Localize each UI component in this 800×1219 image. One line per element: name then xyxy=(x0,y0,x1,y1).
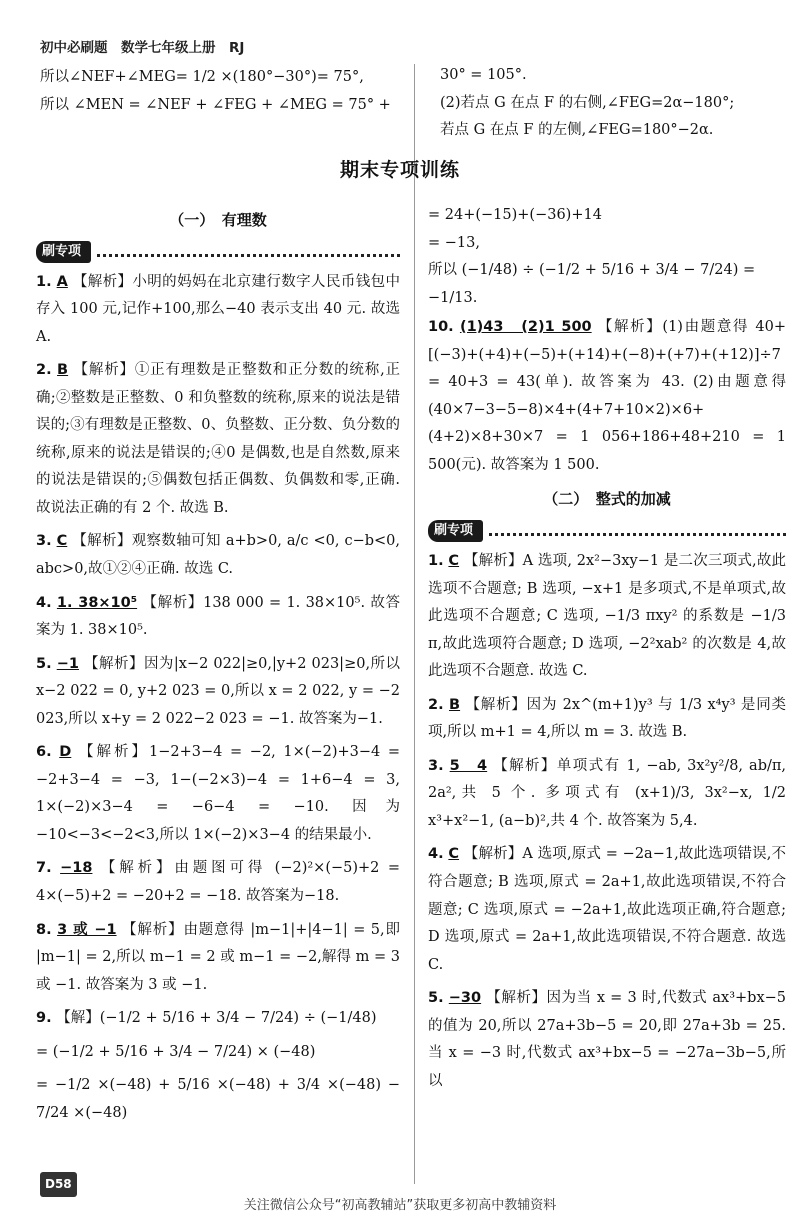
section-title: （一） 有理数 xyxy=(169,211,267,229)
item-text: 【解析】①正有理数是正整数和正分数的统称,正确;②整数是正整数、0 和负整数的统称,原来的说法是错误的;③有理数是正整数、0、负整数、正分数、负分数的统称,原来的说法是错误的;④0 是偶数,也是自然数,原来的说法是错误的;⑤偶数包括正偶数、负偶数和零,正确. 故说法正确的有 2 个. 故选 B. xyxy=(36,362,401,516)
dotted-rule xyxy=(97,246,400,257)
answer-item xyxy=(36,855,400,910)
item-answer: C xyxy=(448,846,460,863)
item-answer: C xyxy=(448,552,460,569)
item-answer: B xyxy=(449,696,461,713)
item-text: 【解析】小明的妈妈在北京建行数字人民币钱包中存入 100 元,记作+100,那么−40 表示支出 40 元. 故选 A. xyxy=(36,273,401,345)
item-text: 【解析】A 选项,原式 = −2a−1,故此选项错误,不符合题意; B 选项,原式 = 2a+1,故此选项错误,不符合题意; C 选项,原式 = −2a+1,故此选项正确,符合题意; D 选项,原式 = 2a+1,故此选项错误,不符合题意. 故选 C. xyxy=(428,846,787,973)
answer-item xyxy=(428,753,786,836)
item-number: 8. xyxy=(36,921,52,938)
item-number: 2. xyxy=(36,362,52,379)
item-number: 9. xyxy=(36,1010,52,1027)
item-text: 【解】(−1/2 + 5/16 + 3/4 − 7/24) ÷ (−1/48) xyxy=(56,1010,377,1027)
practice-tag xyxy=(36,241,400,263)
item-answer: −18 xyxy=(60,860,93,877)
item-number: 4. xyxy=(36,594,52,611)
answer-item xyxy=(36,269,400,352)
answer-item xyxy=(36,1072,400,1127)
answer-item xyxy=(428,314,786,479)
text-line: (2)若点 G 在点 F 的右侧,∠FEG=2α−180°; xyxy=(440,94,735,111)
answer-item xyxy=(428,548,786,686)
item-answer: (1)43 (2)1 500 xyxy=(459,319,592,336)
item-answer: D xyxy=(59,744,72,761)
text-line: = 24+(−15)+(−36)+14 xyxy=(428,207,602,223)
item-number: 10. xyxy=(428,319,454,336)
answer-item xyxy=(428,692,786,747)
practice-badge: 刷专项 xyxy=(428,520,483,542)
item-number: 7. xyxy=(36,860,52,877)
item-text: = −1/2 ×(−48) + 5/16 ×(−48) + 3/4 ×(−48) − 7/24 ×(−48) xyxy=(36,1077,400,1121)
item-text: 【解析】(1)由题意得 40+[(−3)+(+4)+(−5)+(+14)+(−8)+(+7)+(+12)]÷7 = 40+3 = 43(单). 故答案为 43. (2)由题意得 (40×7−3−5−8)×4+(4+7+10×2)×6+(4+2)×8+30×7 = 1 056+186+48+210 = 1 500(元). 故答案为 1 500. xyxy=(428,319,786,473)
item-answer: A xyxy=(56,273,68,290)
text-line: 30° = 105°. xyxy=(440,67,527,83)
item-text: 【解析】A 选项, 2x²−3xy−1 是二次三项式,故此选项不合题意; B 选项, −x+1 是多项式,不是单项式,故此选项不合题意; C 选项, −1/3 πxy² 的系数是 −1/3 π,故此选项符合题意; D 选项, −2²xab² 的次数是 4,故此选项不合题意. 故选 C. xyxy=(428,552,787,680)
text-line: = −13, xyxy=(428,234,480,251)
item-answer: 1. 38×10⁵ xyxy=(56,594,138,611)
item-answer: 5 4 xyxy=(449,757,488,774)
item-number: 3. xyxy=(36,533,52,550)
answer-item xyxy=(36,590,400,645)
item-number: 1. xyxy=(36,273,52,290)
book-header: 初中必刷题 数学七年级上册 RJ xyxy=(40,40,245,56)
item-answer: B xyxy=(57,362,69,379)
item-number: 3. xyxy=(428,757,444,774)
text-line: 所以∠NEF+∠MEG= 1/2 ×(180°−30°)= 75°, xyxy=(40,69,364,85)
top-right-block xyxy=(440,62,775,145)
item-number: 1. xyxy=(428,552,444,569)
top-left-block xyxy=(40,64,396,119)
item-answer: −30 xyxy=(448,990,482,1007)
answer-item xyxy=(36,1039,400,1067)
item-text: 【解析】因为|x−2 022|≥0,|y+2 023|≥0,所以 x−2 022 = 0, y+2 023 = 0,所以 x = 2 022, y = −2 023,所以 x+y = 2 022−2 023 = −1. 故答案为−1. xyxy=(36,655,401,727)
page-title: 期末专项训练 xyxy=(339,159,460,181)
right-column xyxy=(428,202,786,1101)
item-text: 【解析】因为 2x^(m+1)y³ 与 1/3 x⁴y³ 是同类项,所以 m+1 = 4,所以 m = 3. 故选 B. xyxy=(428,696,786,741)
answer-item xyxy=(36,917,400,1000)
item-text: 【解析】单项式有 1, −ab, 3x²y²/8, ab/π, 2a²,共 5 个. 多项式有 (x+1)/3, 3x²−x, 1/2 x³+x²−1, (a−b)²,共 4 个. 故答案为 5,4. xyxy=(428,757,787,829)
text-line: 所以 ∠MEN = ∠NEF + ∠FEG + ∠MEG = 75° + xyxy=(40,96,391,113)
item-number: 5. xyxy=(36,655,52,672)
item-number: 6. xyxy=(36,744,52,761)
item-text: 【解析】观察数轴可知 a+b>0, a/c <0, c−b<0, abc>0,故①②④正确. 故选 C. xyxy=(36,533,401,577)
column-divider xyxy=(414,64,415,1184)
item-text: 【解析】由题意得 |m−1|+|4−1| = 5,即 |m−1| = 2,所以 m−1 = 2 或 m−1 = −2,解得 m = 3 或 −1. 故答案为 3 或 −1. xyxy=(36,921,400,993)
answer-list xyxy=(428,548,786,1095)
answer-item xyxy=(36,739,400,849)
page-number: D58 xyxy=(40,1172,77,1197)
answer-item xyxy=(36,528,400,583)
item-answer: 3 或 −1 xyxy=(57,921,117,938)
text-line: 所以 (−1/48) ÷ (−1/2 + 5/16 + 3/4 − 7/24) = −1/13. xyxy=(428,262,756,306)
footer-note: 关注微信公众号“初高教辅站”获取更多初高中教辅资料 xyxy=(243,1198,557,1213)
answer-item xyxy=(36,1005,400,1033)
item-text: 【解析】因为当 x = 3 时,代数式 ax³+bx−5 的值为 20,所以 27a+3b−5 = 20,即 27a+3b = 25. 当 x = −3 时,代数式 ax³+bx−5 = −27a−3b−5,所以 xyxy=(428,990,787,1089)
item-text: 【解析】138 000 = 1. 38×10⁵. 故答案为 1. 38×10⁵. xyxy=(36,594,401,639)
item-answer: −1 xyxy=(56,655,79,672)
left-column xyxy=(36,202,400,1133)
item-number: 2. xyxy=(428,696,444,713)
item-number: 5. xyxy=(428,990,444,1007)
item-answer: C xyxy=(56,533,68,550)
answer-item xyxy=(36,651,400,734)
answer-item xyxy=(428,985,786,1095)
item-text: 【解析】1−2+3−4 = −2, 1×(−2)+3−4 = −2+3−4 = −3, 1−(−2×3)−4 = 1+6−4 = 3, 1×(−2)×3−4 = −6−4 = −10. 因为−10<−3<−2<3,所以 1×(−2)×3−4 的结果最小. xyxy=(36,744,401,843)
section-title: （二） 整式的加减 xyxy=(543,490,671,509)
dotted-rule xyxy=(489,525,786,536)
text-line: 若点 G 在点 F 的左侧,∠FEG=180°−2α. xyxy=(440,122,714,139)
answer-item xyxy=(428,841,786,979)
item-text: 【解析】由题图可得 (−2)²×(−5)+2 = 4×(−5)+2 = −20+2 = −18. 故答案为−18. xyxy=(36,860,401,904)
practice-tag xyxy=(428,520,786,542)
answer-list xyxy=(36,269,400,1128)
practice-badge: 刷专项 xyxy=(36,241,91,263)
item-number: 4. xyxy=(428,846,444,863)
item-text: = (−1/2 + 5/16 + 3/4 − 7/24) × (−48) xyxy=(36,1043,316,1060)
answer-item xyxy=(36,357,400,522)
